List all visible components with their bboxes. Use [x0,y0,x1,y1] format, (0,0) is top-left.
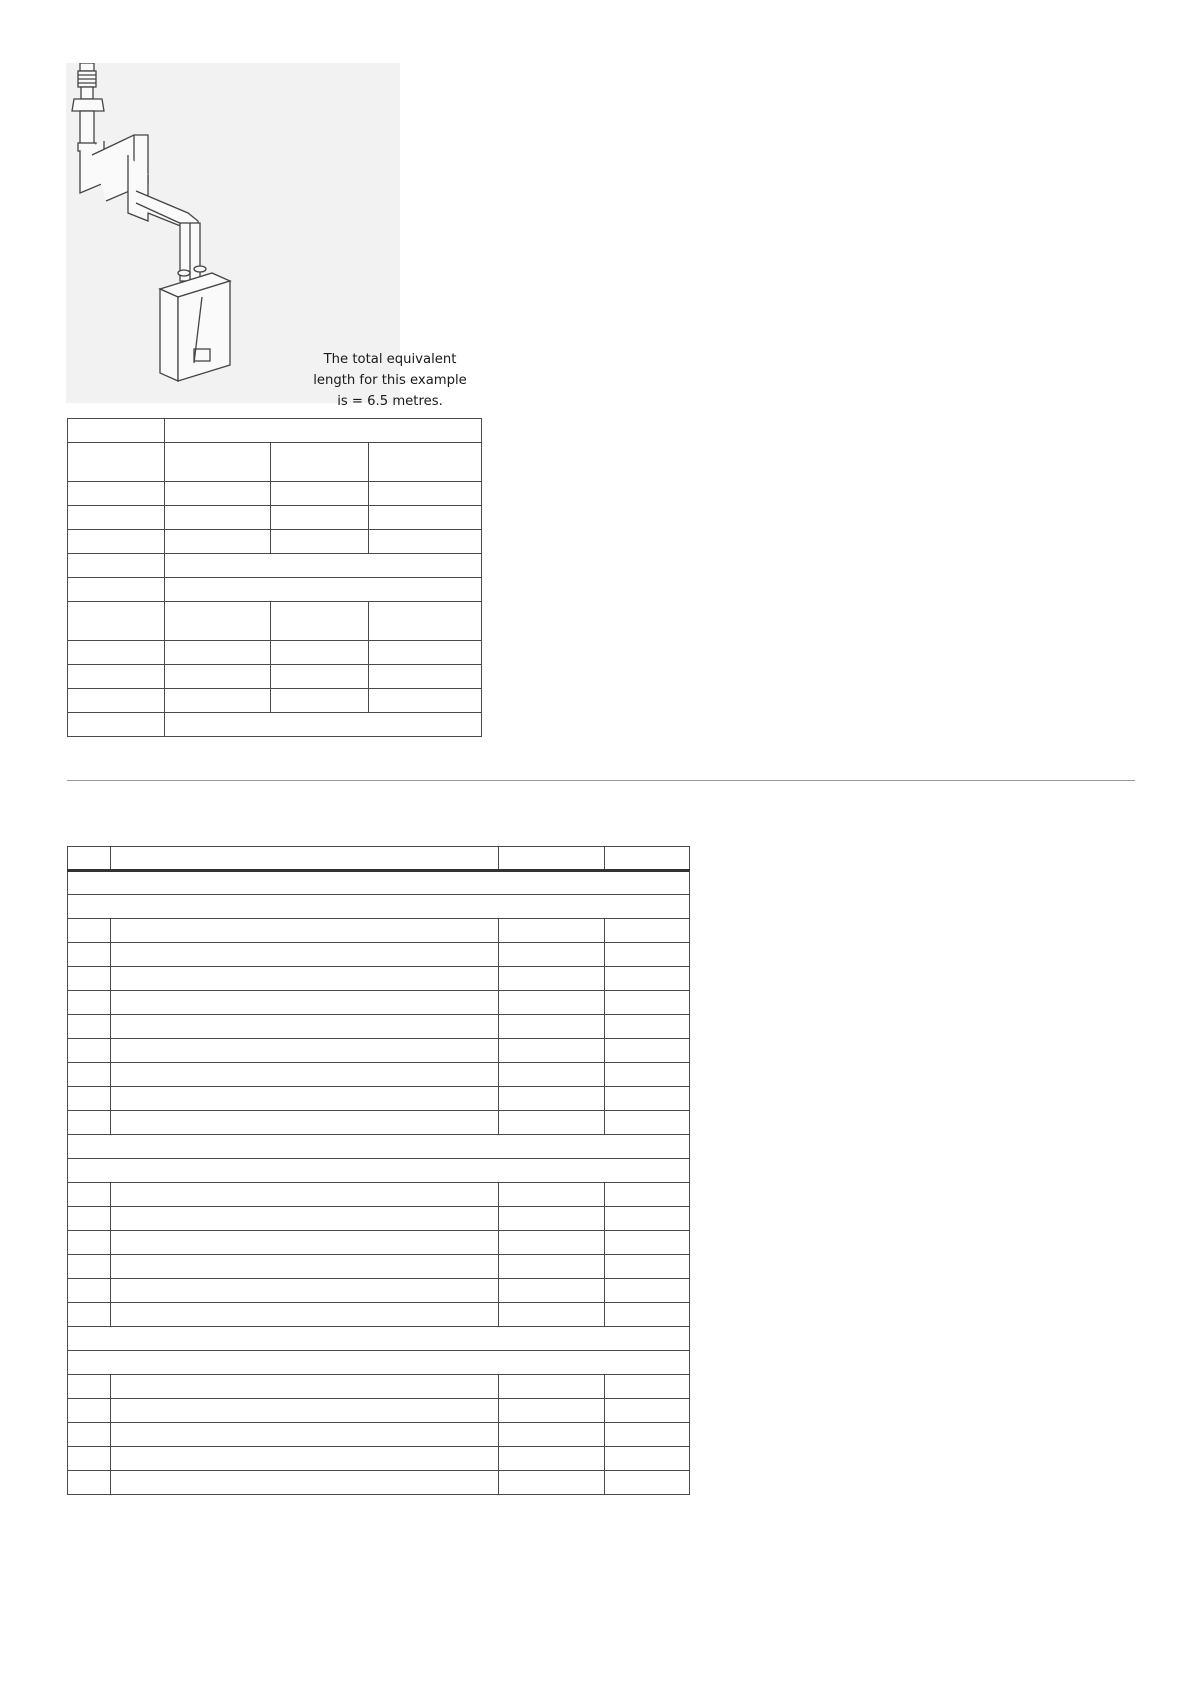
table-cell [605,1015,690,1039]
table-cell [165,530,271,554]
table-cell [68,1279,111,1303]
table-row [68,1375,690,1399]
table-cell [605,967,690,991]
table-cell [68,1135,690,1159]
table-cell [605,1375,690,1399]
table-cell [369,665,482,689]
table-cell [605,919,690,943]
flue-system-illustration [66,63,467,409]
table-row [68,1399,690,1423]
table-cell [68,943,111,967]
table-cell [165,554,482,578]
table-row [68,665,482,689]
table-cell [68,602,165,641]
table-cell [369,482,482,506]
table-cell [499,1255,605,1279]
table-cell [369,530,482,554]
table-row [68,967,690,991]
table-cell [271,665,369,689]
table-cell [68,1015,111,1039]
table-row [68,1015,690,1039]
table-cell [68,1111,111,1135]
table-cell [499,1015,605,1039]
boiler-side [160,289,178,381]
table-cell [605,1207,690,1231]
terminal-neck [81,87,93,99]
vertical-flue-upper [80,111,94,147]
table-cell [111,1111,499,1135]
table-row [68,578,482,602]
table-row [68,1063,690,1087]
table-cell [605,1399,690,1423]
table-cell [68,713,165,737]
table-cell [499,1087,605,1111]
boiler-front [178,281,230,381]
table-cell [165,578,482,602]
table-row [68,602,482,641]
table-cell [111,1255,499,1279]
table-row [68,713,482,737]
table-row [68,530,482,554]
table-row [68,1255,690,1279]
table-cell [111,847,499,871]
table-cell [68,1303,111,1327]
table-row [68,1471,690,1495]
table-row [68,1231,690,1255]
table-cell [68,967,111,991]
boiler-display [194,349,210,361]
table-cell [605,1183,690,1207]
table-cell [68,1087,111,1111]
section-row [68,1135,690,1159]
figure-caption: The total equivalent length for this example is = 6.5 metres. [313,352,467,409]
table-cell [499,1399,605,1423]
table-cell [111,967,499,991]
table-cell [111,1279,499,1303]
boiler-flue-collar-1 [178,270,190,276]
table-cell [165,665,271,689]
table-cell [499,1447,605,1471]
table-cell [111,1231,499,1255]
table-cell [165,689,271,713]
table-cell [68,1327,690,1351]
table-cell [165,443,271,482]
table-cell [111,1471,499,1495]
table-cell [271,602,369,641]
table-cell [499,1111,605,1135]
table-cell [68,1423,111,1447]
table-cell [68,665,165,689]
table-cell [111,1039,499,1063]
section-row [68,1351,690,1375]
table-cell [111,919,499,943]
table-cell [111,1207,499,1231]
table-cell [605,1303,690,1327]
table-row [68,443,482,482]
table-cell [111,1375,499,1399]
table-cell [605,1039,690,1063]
table-cell [68,419,165,443]
section-divider [67,780,1135,781]
table-cell [68,847,111,871]
table-row [68,991,690,1015]
table-cell [68,506,165,530]
table-cell [68,482,165,506]
table-row [68,1423,690,1447]
table-cell [605,1471,690,1495]
table-cell [111,1447,499,1471]
table-row [68,641,482,665]
table-cell [605,943,690,967]
table-cell [68,1231,111,1255]
table-cell [111,1399,499,1423]
table-cell [165,506,271,530]
table-cell [165,713,482,737]
table-row [68,482,482,506]
table-cell [68,578,165,602]
table-cell [111,1303,499,1327]
table-cell [605,1063,690,1087]
section-row [68,1327,690,1351]
table-header-row [68,847,690,871]
table-cell [68,895,690,919]
table-cell [499,1279,605,1303]
table-cell [68,554,165,578]
table-row [68,689,482,713]
parts-list-table [67,846,690,1495]
table-cell [271,482,369,506]
table-cell [605,1231,690,1255]
boiler-flue-collar-2 [194,266,206,272]
table-cell [499,1039,605,1063]
table-row [68,554,482,578]
table-row [68,419,482,443]
table-cell [499,1183,605,1207]
table-cell [111,943,499,967]
roof-flashing [72,99,104,111]
table-cell [499,943,605,967]
table-cell [499,991,605,1015]
table-cell [605,991,690,1015]
table-cell [68,443,165,482]
table-row [68,943,690,967]
table-cell [111,991,499,1015]
terminal-cap [80,63,94,71]
table-cell [68,871,690,895]
table-cell [271,443,369,482]
table-cell [605,847,690,871]
table-cell [68,991,111,1015]
table-cell [499,1063,605,1087]
table-cell [369,602,482,641]
table-cell [68,1039,111,1063]
table-cell [68,1207,111,1231]
table-cell [68,1375,111,1399]
table-cell [605,1423,690,1447]
section-row [68,871,690,895]
table-row [68,1087,690,1111]
table-cell [605,1255,690,1279]
table-cell [271,641,369,665]
table-cell [605,1279,690,1303]
table-row [68,919,690,943]
table-cell [68,1471,111,1495]
table-cell [369,641,482,665]
table-row [68,1207,690,1231]
table-cell [68,1351,690,1375]
table-cell [68,1159,690,1183]
section-row [68,895,690,919]
table-cell [111,1183,499,1207]
table-cell [165,419,482,443]
table-cell [68,919,111,943]
table-row [68,1039,690,1063]
table-row [68,1183,690,1207]
table-cell [605,1111,690,1135]
table-row [68,1447,690,1471]
table-cell [499,1375,605,1399]
table-cell [499,1303,605,1327]
table-cell [165,641,271,665]
table-cell [271,530,369,554]
table-cell [111,1423,499,1447]
table-cell [68,1447,111,1471]
table-row [68,1111,690,1135]
flue-equivalent-length-table [67,418,482,737]
table-cell [165,482,271,506]
table-cell [369,443,482,482]
table-cell [605,1087,690,1111]
table-cell [271,689,369,713]
table-cell [605,1447,690,1471]
table-cell [499,1207,605,1231]
table-cell [499,1471,605,1495]
table-cell [68,1255,111,1279]
table-cell [111,1063,499,1087]
table-cell [369,689,482,713]
table-cell [499,847,605,871]
table-cell [271,506,369,530]
table-cell [165,602,271,641]
table-row [68,1303,690,1327]
table-cell [111,1015,499,1039]
table-cell [111,1087,499,1111]
table-cell [68,1183,111,1207]
section-row [68,1159,690,1183]
table-cell [68,641,165,665]
table-cell [68,1063,111,1087]
table-cell [499,1231,605,1255]
table-cell [68,1399,111,1423]
table-cell [499,967,605,991]
table-cell [369,506,482,530]
table-row [68,1279,690,1303]
table-cell [68,530,165,554]
table-cell [499,1423,605,1447]
table-cell [499,919,605,943]
table-row [68,506,482,530]
table-cell [68,689,165,713]
